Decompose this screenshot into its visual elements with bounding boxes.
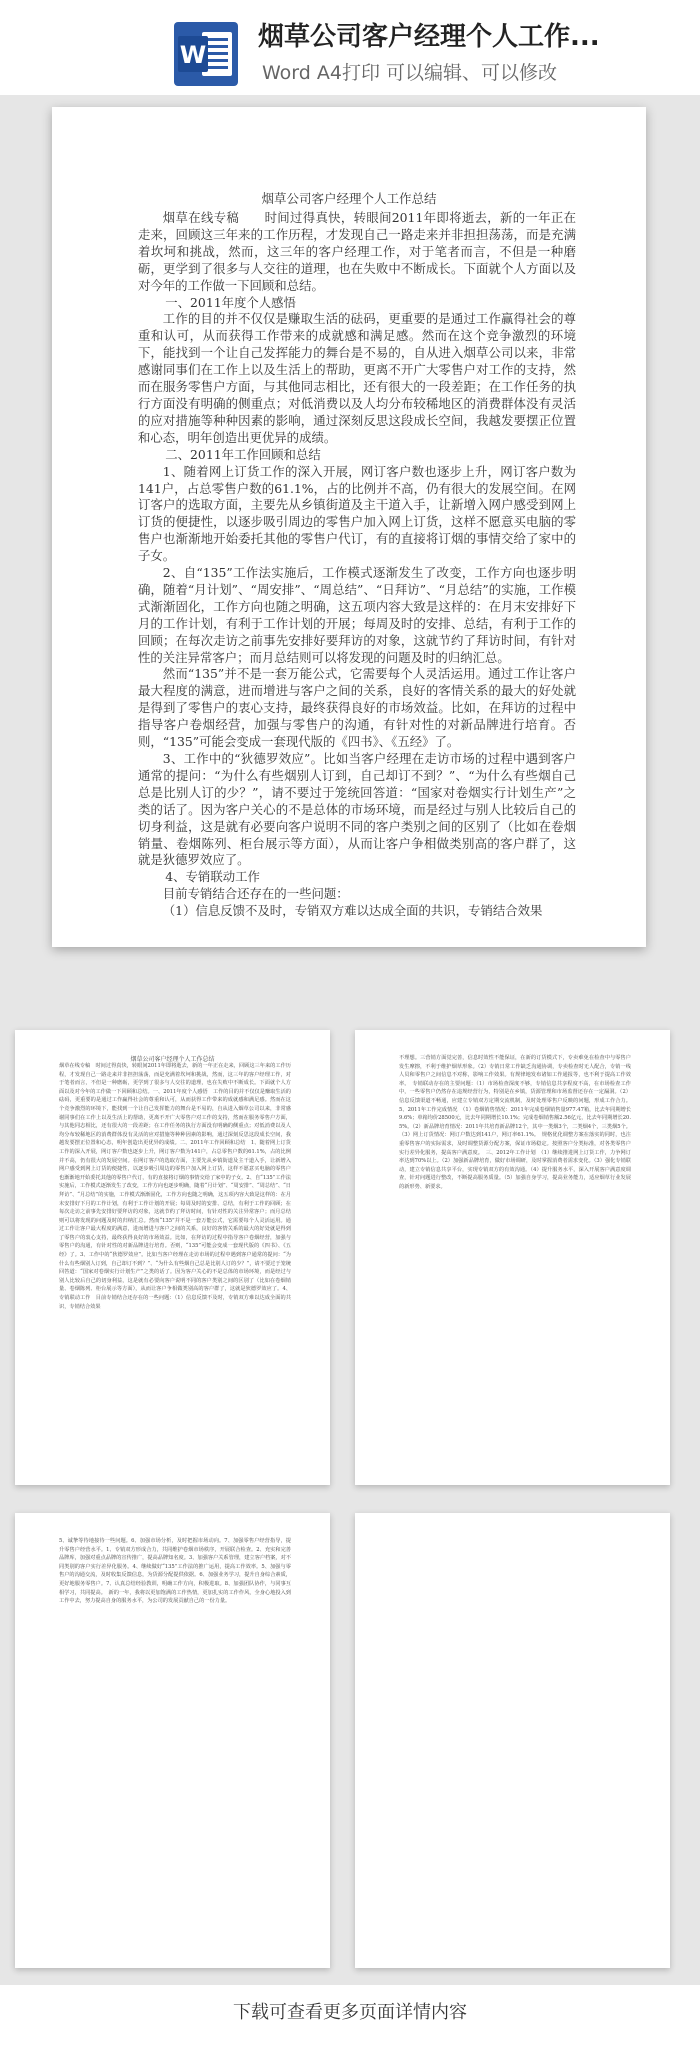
thumbnail-title: 烟草公司客户经理个人工作总结 <box>130 1056 215 1063</box>
thumbnail-text: 5、诚挚等待地接待一些问题。6、加强市场分析，及时把握市场动向。7、加强零售户经营指导，提升零售户经营水平。1、专销双方形成合力，共同维护卷烟市场秩序，开展联合检查。2、充实和完善品牌库，加强对重点品牌的宣传推广，提高品牌知名度。3、加强客户关系管理，建立客户档案，对不同类别的客户实行差异化服务。4、继续做好“135”工作法的推广运用，提高工作效率。5、加强与零售户的沟通交流，及时收集反馈信息，为货源分配提供依据。6、加强业务学习，提升自身综合素质，更好地服务零售户。7、认真总结经验教训，明确工作方向，积极进取。8、加强团队协作，与同事互相学习，共同提高。 新的一年，我将以更加饱满的工作热情，更加扎实的工作作风，全身心地投入到工作中去，努力提高自身的服务水平，为公司的发展贡献自己的一份力量。 <box>59 1538 291 1605</box>
paragraph: 1、随着网上订货工作的深入开展，网订客户数也逐步上升，网订客户数为141户，占总零售户数的61.1%，占的比例并不高，仍有很大的发展空间。在网订客户的选取方面，主要先从乡镇街道及主干道入手，让新增入网户感受到网上订货的便捷性，以逐步吸引周边的零售户加入网上订货，这样不愿意买电脑的零售户也渐渐地开始委托其他的零售户代订，有的直接将订烟的事情交给了家中的子女。 <box>138 463 576 564</box>
paragraph: （1）信息反馈不及时，专销双方难以达成全面的共识，专销结合效果 <box>162 903 543 919</box>
paragraph: 然而“135”并不是一套万能公式，它需要每个人灵活运用。通过工作让客户最大程度的满意，进而增进与客户之间的关系，良好的客情关系的最大的好处就是得到了零售户的衷心支持，最终获得良好的市场效益。比如，在拜访的过程中指导客户卷烟经营，加强与零售户的沟通，有针对性的对新品牌进行培育。否则，“135”可能会变成一套现代版的《四书》、《五经》了。 <box>138 666 576 750</box>
document-title: 烟草公司客户经理个人工作... <box>258 22 600 52</box>
paragraph: 3、工作中的“狄德罗效应”。比如当客户经理在走访市场的过程中遇到客户通常的提问：“为什么有些烟别人订到，自己却订不到？”、“为什么有些烟自己总是比别人订的少？”，请不要过于笼统回答道：“国家对卷烟实行计划生产”之类的话了。因为客户关心的不是总体的市场环境，而是经过与别人比较后自己的切身利益，这是就有必要向客户说明不同的客户类别之间的区别了（比如在卷烟销量、卷烟陈列、柜台展示等方面），从而让客户争相做类别高的客户群了，这就是狄德罗效应了。 <box>138 751 576 868</box>
header <box>0 0 700 95</box>
section-heading-3: 4、专销联动工作 <box>165 869 260 885</box>
section-heading-1: 一、2011年度个人感悟 <box>165 294 296 310</box>
paragraph-intro: 烟草在线专稿 时间过得真快，转眼间2011年即将逝去，新的一年正在走来，回顾这三年来的工作历程，才发现自己一路走来并非担担荡荡，而是充满着坎坷和挑战，然而，这三年的客户经理工作，对于笔者而言，不但是一种磨砺，更学到了很多与人交往的道理，也在失败中不断成长。下面就个人方面以及对今年的工作做一下回顾和总结。 <box>138 210 576 293</box>
download-more-link[interactable]: 下载可查看更多页面详情内容 <box>233 2002 467 2023</box>
page-body <box>138 210 576 920</box>
paragraph: 2、自“135”工作法实施后，工作模式逐渐发生了改变，工作方向也逐步明确，随着“月计划”、“周安排”、“周总结”、“日拜访”、“月总结”的实施，工作模式渐渐固化，工作方向也随之明确，这五项内容大致是这样的：在月末安排好下月的工作计划，有利于工作计划的开展；每周及时的安排、总结，有利于工作的回顾；在每次走访之前事先安排好要拜访的对象，这就节约了拜访时间，有针对性的关注异常客户；而月总结则可以将发现的问题及时的归纳汇总。 <box>138 565 576 665</box>
page-title: 烟草公司客户经理个人工作总结 <box>261 191 437 206</box>
paragraph: 目前专销结合还存在的一些问题： <box>162 886 349 902</box>
thumbnail-text: 烟草在线专稿 时间过得真快，转眼间2011年即将逝去，新的一年正在走来，回顾这三年来的工作历程，才发现自己一路走来并非担担荡荡，而是充满着坎坷和挑战，然而，这三年的客户经理工作，对于笔者而言，不但是一种磨砺，更学到了很多与人交往的道理，也在失败中不断成长。下面就个人方面以及对今年的工作做一下回顾和总结。一、2011年度个人感悟 工作的目的并不仅仅是赚取生活的砝码，更重要的是通过工作赢得社会的尊重和认可，从而获得工作带来的成就感和满足感。然而在这个竞争激烈的环境下，能找到一个让自己发挥能力的舞台是不易的，自从进入烟草公司以来，非常感谢同事们在工作上以及生活上的帮助，更离不开广大零售户对工作的支持，然而在服务零售户方面，与其他同志相比，还有很大的一段差距；在工作任务的执行方面没有明确的侧重点；对低消费以及人均分布较稀地区的消费群体没有灵活的应对措施等种种因素的影响，通过深刻反思这段成长空间，我越发要摆正位置和心态，明年创造出更优异的成绩。二、2011年工作回顾和总结 1、随着网上订货工作的深入开展，网订客户数也逐步上升，网订客户数为141户，占总零售户数的61.1%，占的比例并不高，仍有很大的发展空间。在网订客户的选取方面，主要先从乡镇街道及主干道入手，让新增入网户感受到网上订货的便捷性，以逐步吸引周边的零售户加入网上订货，这样不愿意买电脑的零售户也渐渐地开始委托其他的零售户代订，有的直接将订烟的事情交给了家中的子女。2、自“135”工作法实施后，工作模式逐渐发生了改变，工作方向也逐步明确，随着“月计划”、“周安排”、“周总结”、“日拜访”、“月总结”的实施，工作模式渐渐固化，工作方向也随之明确，这五项内容大致是这样的：在月末安排好下月的工作计划，有利于工作计划的开展；每周及时的安排、总结，有利于工作的回顾；在每次走访之前事先安排好要拜访的对象，这就节约了拜访时间，有针对性的关注异常客户；而月总结则可以将发现的问题及时的归纳汇总。然而“135”并不是一套万能公式，它需要每个人灵活运用。通过工作让客户最大程度的满意，进而增进与客户之间的关系，良好的客情关系的最大的好处就是得到了零售户的衷心支持，最终获得良好的市场效益。比如，在拜访的过程中指导客户卷烟经营，加强与零售户的沟通，有针对性的对新品牌进行培育。否则，“135”可能会变成一套现代版的《四书》、《五经》了。3、工作中的“狄德罗效应”。比如当客户经理在走访市场的过程中遇到客户通常的提问：“为什么有些烟别人订到，自己却订不到？”、“为什么有些烟自己总是比别人订的少？”，请不要过于笼统回答道：“国家对卷烟实行计划生产”之类的话了。因为客户关心的不是总体的市场环境，而是经过与别人比较后自己的切身利益，这是就有必要向客户说明不同的客户类别之间的区别了（比如在卷烟销量、卷烟陈列、柜台展示等方面），从而让客户争相做类别高的客户群了，这就是狄德罗效应了。4、专销联动工作 目前专销结合还存在的一些问题：（1）信息反馈不及时，专销双方难以达成全面的共识，专销结合效果 <box>59 1063 291 1310</box>
thumbnail-page-2[interactable] <box>15 1030 330 1485</box>
thumbnail-page-5[interactable] <box>355 1513 670 1968</box>
document-subtitle: Word A4打印 可以编辑、可以修改 <box>262 62 558 84</box>
main-page-preview <box>52 107 646 947</box>
preview-area <box>0 95 700 1985</box>
word-doc-icon <box>172 20 240 88</box>
thumbnail-page-3[interactable] <box>355 1030 670 1485</box>
thumbnail-text: 不理想。三营销方面觉完善，信息时效性不能保证，在新的订货模式下，专卖难免在检查中与零售户发生摩擦，不利于维护烟草形象。（2）专销日常工作缺乏沟通协调，专卖检查时无人配合，专销一线人员和零售户之间信息不对称，影响工作效果。有规律地发布诸如工作通报等，也不利于提高工作效率。 专销联动存在的主要问题：（1）市场检查深度不够，专销信息共享程度不高，在市场检查工作中，一些零售户仍然存在违规经营行为，特别是在乡镇，货源管理和市场监督还存在一定漏洞。（2）信息反馈渠道不畅通，应建立专销双方定期交流机制，及时处理零售户反映的问题，形成工作合力。5、2011年工作完成情况 （1）卷烟销售情况：2011年完成卷烟销售量977.47箱，比去年同期增长9.6%；单箱均价28500元，比去年同期增长10.1%；完成卷烟销售额2.56亿元，比去年同期增长20.5%。（2）新品牌培育情况：2011年共培育新品牌12个，其中一类烟3个，二类烟4个，三类烟5个。（3）网上订货情况：网订户数达到141户，网订率61.1%。 规格优化调整方案在落实的同时，也注重零售客户的实际需求，及时调整货源分配方案，保证市场稳定。按照客户分类标准，对各类零售户实行差异化服务，提高客户满意度。 三、2012年工作计划 （1）继续推进网上订货工作，力争网订率达到70%以上。（2）加强新品牌培育，做好市场调研，及时掌握消费者需求变化。（3）强化专销联动，建立专销信息共享平台，实现专销双方的有效沟通。（4）提升服务水平，深入开展客户满意度调查，针对问题进行整改，不断提高服务质量。（5）加强自身学习，提高业务能力，适应烟草行业发展的新形势、新要求。 <box>399 1055 631 1190</box>
thumbnail-page-4[interactable] <box>15 1513 330 1968</box>
section-heading-2: 二、2011年工作回顾和总结 <box>165 446 321 462</box>
paragraph: 工作的目的并不仅仅是赚取生活的砝码，更重要的是通过工作赢得社会的尊重和认可，从而获得工作带来的成就感和满足感。然而在这个竞争激烈的环境下，能找到一个让自己发挥能力的舞台是不易的，自从进入烟草公司以来，非常感谢同事们在工作上以及生活上的帮助，更离不开广大零售户对工作的支持，然而在服务零售户方面，与其他同志相比，还有很大的一段差距；在工作任务的执行方面没有明确的侧重点；对低消费以及人均分布较稀地区的消费群体没有灵活的应对措施等种种因素的影响，通过深刻反思这段成长空间，我越发要摆正位置和心态，明年创造出更优异的成绩。 <box>138 311 576 445</box>
word-icon-letter: W <box>179 41 207 69</box>
